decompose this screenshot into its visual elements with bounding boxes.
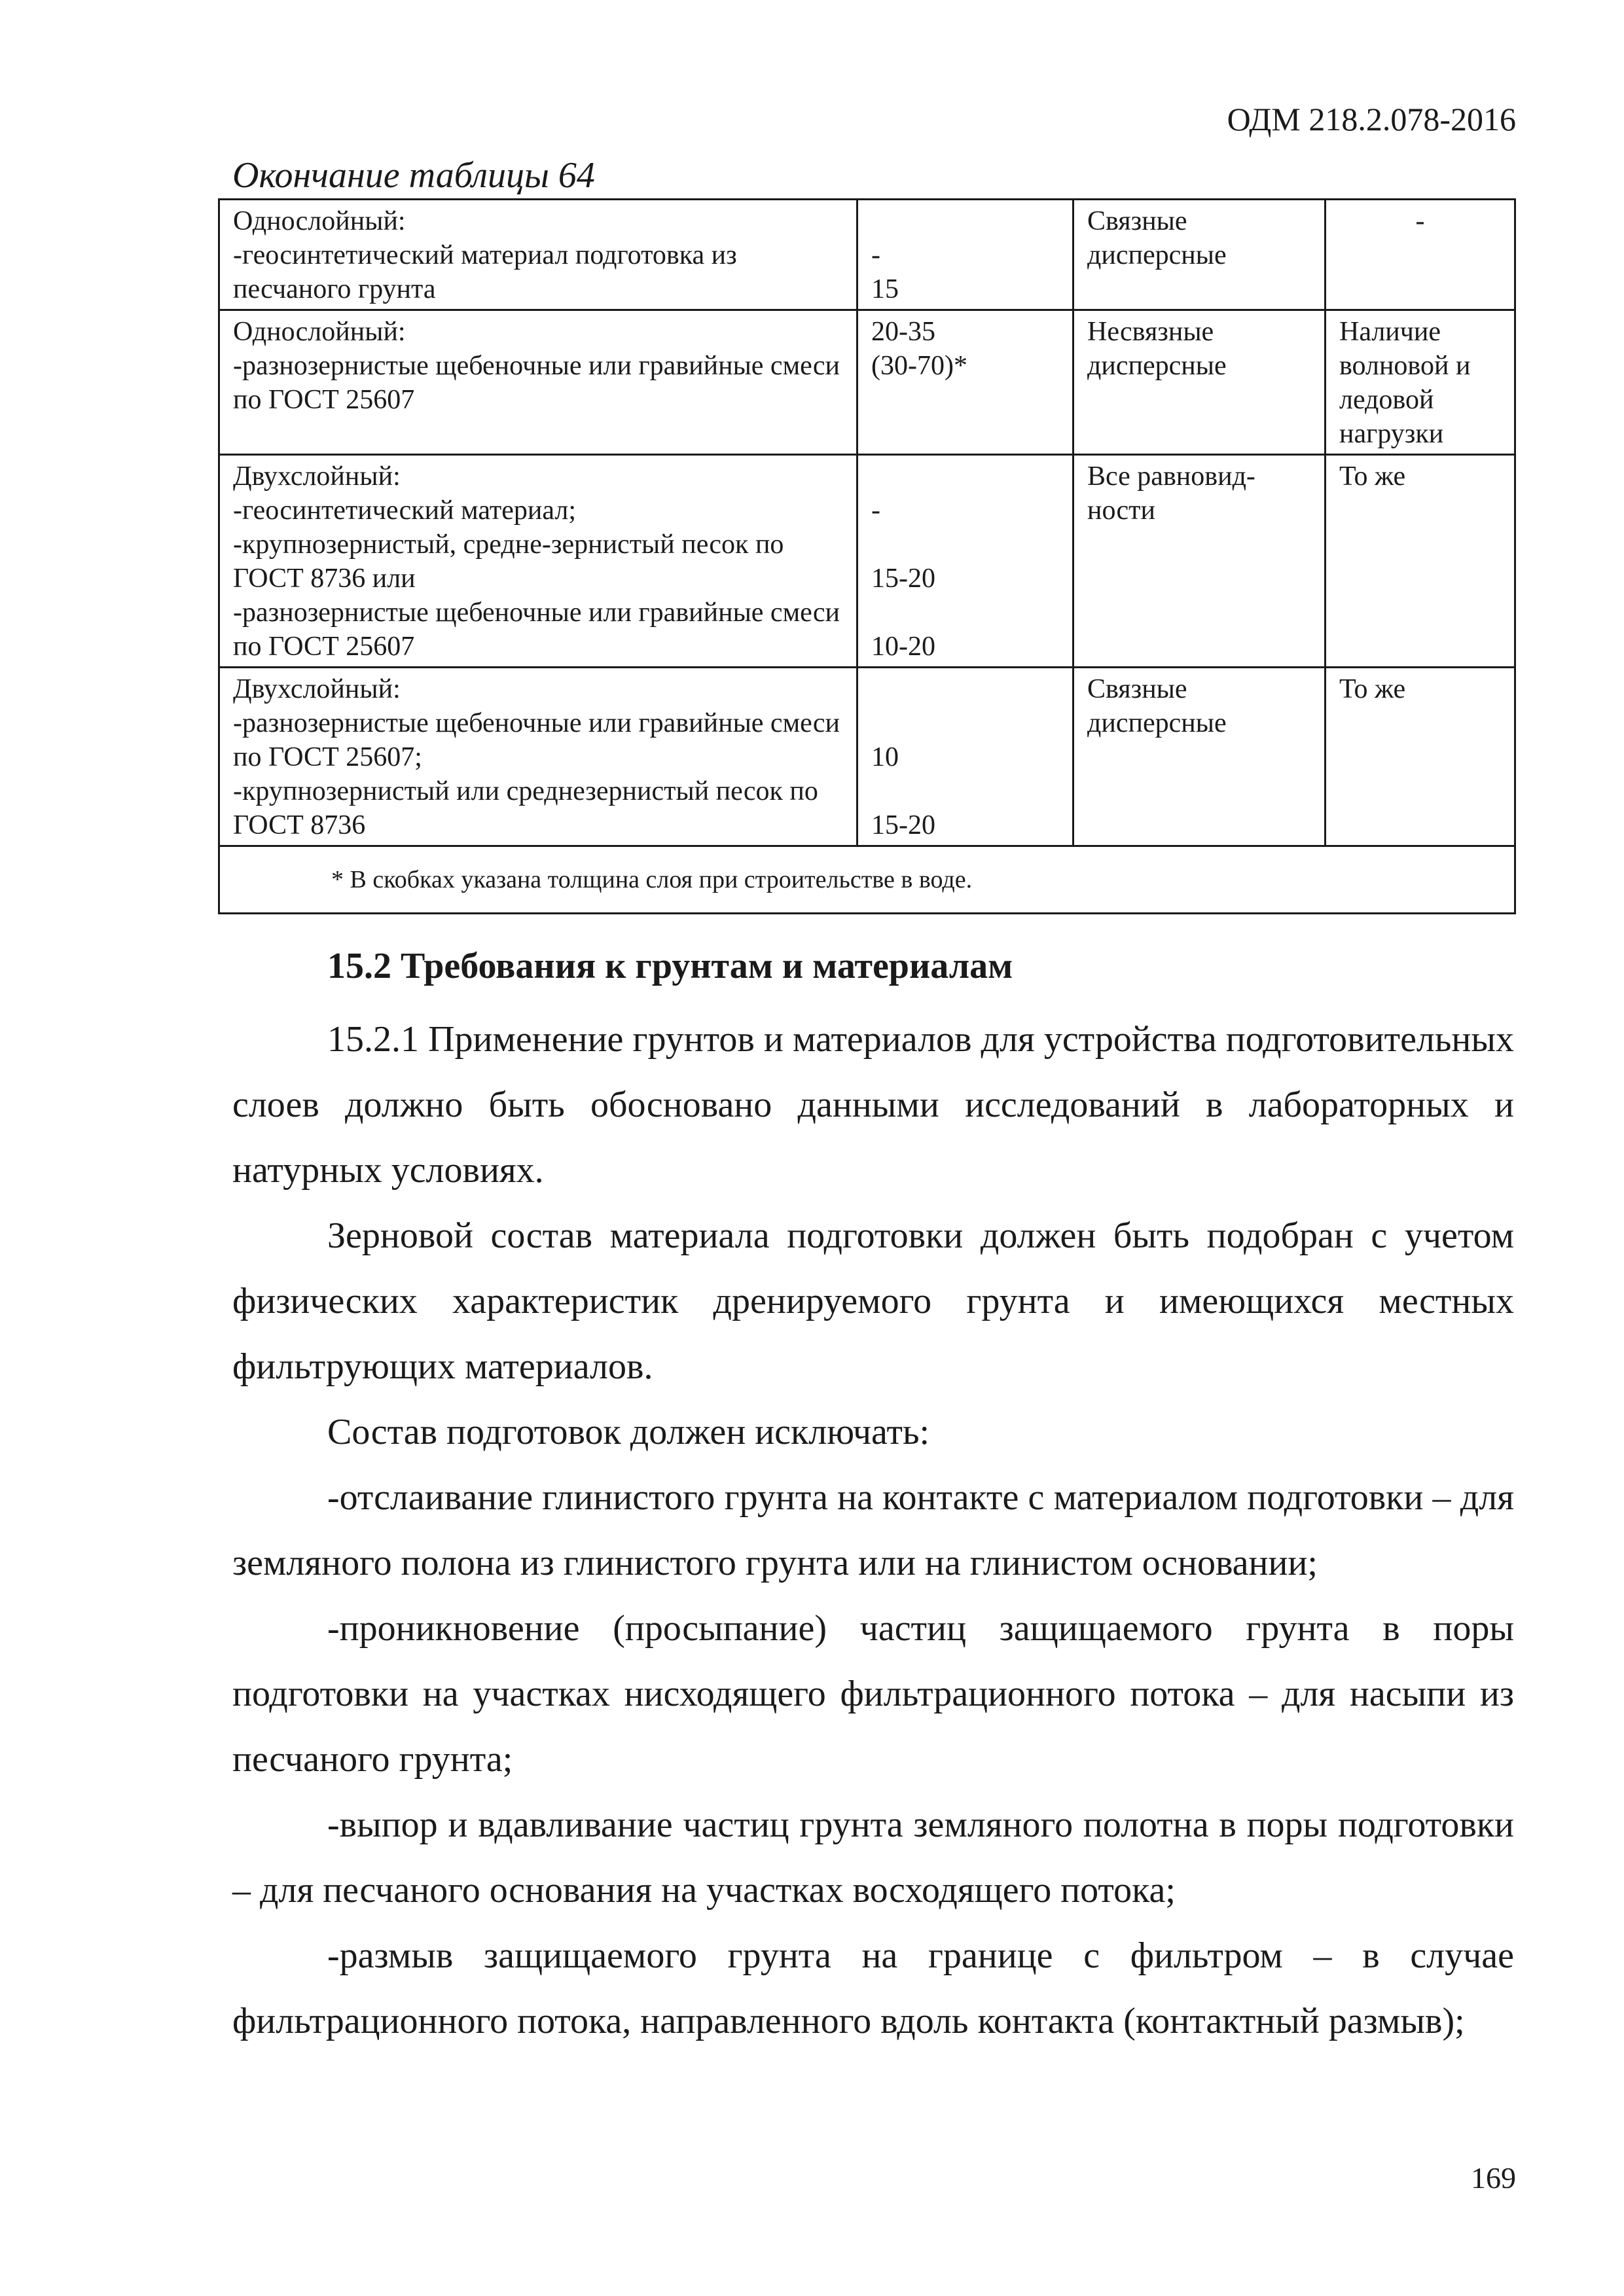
table-cell-conditions: - xyxy=(1326,200,1515,310)
paragraph: 15.2.1 Применение грунтов и материалов для устройства подготовительных слоев должно быть обосновано данными исследований в лабораторных и натурных условиях. xyxy=(232,1019,1514,1191)
paragraph: -проникновение (просыпание) частиц защищаемого грунта в поры подготовки на участках нисходящего фильтрационного потока – для насыпи из песчаного грунта; xyxy=(232,1608,1514,1780)
table-row xyxy=(219,200,1515,310)
table-row xyxy=(219,455,1515,668)
section-body xyxy=(232,1007,1514,2054)
materials-table xyxy=(218,198,1516,914)
paragraph: Состав подготовок должен исключать: xyxy=(327,1412,930,1452)
section-heading: 15.2 Требования к грунтам и материалам xyxy=(327,946,1013,986)
paragraph: -выпор и вдавливание частиц грунта земляного полотна в поры подготовки – для песчаного основания на участках восходящего потока; xyxy=(232,1804,1514,1910)
table-footnote-row xyxy=(219,846,1515,914)
paragraph: -размыв защищаемого грунта на границе с фильтром – в случае фильтрационного потока, направленного вдоль контакта (контактный размыв); xyxy=(232,1935,1514,2041)
table-cell-soil: Все равновид-ности xyxy=(1074,455,1326,668)
paragraph: Зерновой состав материала подготовки должен быть подобран с учетом физических характеристик дренируемого грунта и имеющихся местных фильтрующих материалов. xyxy=(232,1215,1514,1387)
paragraph: -отслаивание глинистого грунта на контакте с материалом подготовки – для земляного полона из глинистого грунта или на глинистом основании; xyxy=(232,1477,1514,1583)
table-cell-thickness: - 15-20 10-20 xyxy=(857,455,1074,668)
document-code: ОДМ 218.2.078-2016 xyxy=(1227,101,1516,137)
table-cell-construction: Двухслойный: -разнозернистые щебеночные или гравийные смеси по ГОСТ 25607; -крупнозернистый или среднезернистый песок по ГОСТ 8736 xyxy=(219,668,857,846)
table-caption: Окончание таблицы 64 xyxy=(232,155,595,196)
table-cell-conditions: То же xyxy=(1326,455,1515,668)
table-row xyxy=(219,668,1515,846)
table-cell-construction: Двухслойный: -геосинтетический материал; -крупнозернистый, средне-зернистый песок по ГОСТ 8736 или -разнозернистые щебеночные или гравийные смеси по ГОСТ 25607 xyxy=(219,455,857,668)
table-cell-soil: Несвязные дисперсные xyxy=(1074,310,1326,455)
table-cell-thickness: 10 15-20 xyxy=(857,668,1074,846)
table-cell-thickness: 20-35 (30-70)* xyxy=(857,310,1074,455)
table-cell-soil: Связные дисперсные xyxy=(1074,668,1326,846)
table-cell-soil: Связные дисперсные xyxy=(1074,200,1326,310)
table-row xyxy=(219,310,1515,455)
table-cell-construction: Однослойный: -геосинтетический материал подготовка из песчаного грунта xyxy=(219,200,857,310)
table-cell-construction: Однослойный: -разнозернистые щебеночные или гравийные смеси по ГОСТ 25607 xyxy=(219,310,857,455)
page-number: 169 xyxy=(1471,2161,1516,2195)
table-footnote: * В скобках указана толщина слоя при строительстве в воде. xyxy=(219,846,1515,914)
table-cell-conditions: Наличие волновой и ледовой нагрузки xyxy=(1326,310,1515,455)
table-cell-conditions: То же xyxy=(1326,668,1515,846)
table-cell-thickness: - 15 xyxy=(857,200,1074,310)
